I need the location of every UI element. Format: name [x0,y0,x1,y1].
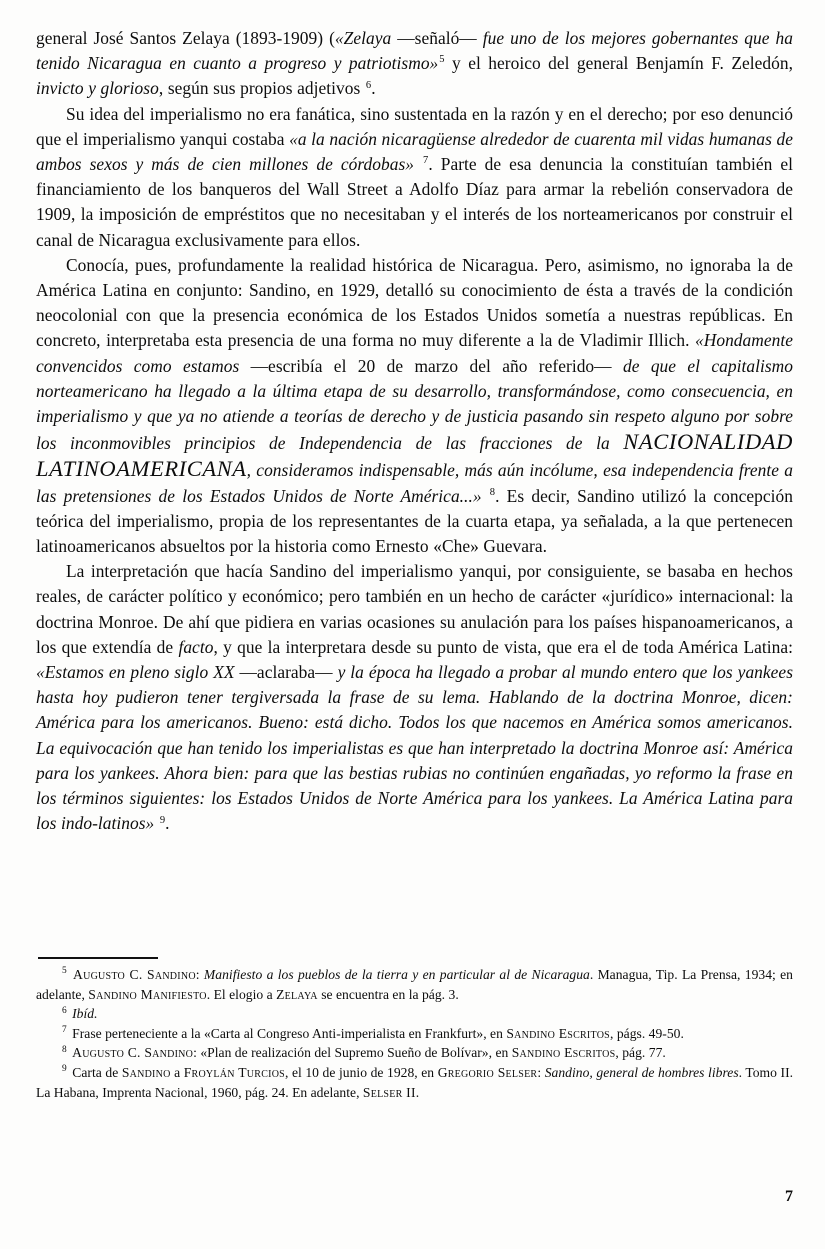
footnote-reference: 6 [365,79,372,91]
footnote-item [36,1004,793,1024]
text-run: , y que la interpretara desde su punto de vista, que era el de toda América Latina: [213,636,793,657]
footnote-reference: 8 [489,486,496,498]
footnote-separator-rule [38,957,158,959]
text-run: Su idea del imperialismo no era fanática, sino sustentada en la razón y en el derecho; por eso denunció que el imperialismo yanqui costaba [36,103,793,149]
body-paragraph [36,559,793,836]
text-run: —señaló— [391,28,483,48]
italic-run: Manifiesto a los pueblos de la tierra y en particular al de Nicaragua [203,967,590,982]
text-run: . Managua, Tip. La Prensa, 1934; en adelante, [36,967,794,1002]
text-run: . [371,78,376,99]
text-run: : [537,1064,545,1080]
small-caps-run: Froylán Turcios [183,1064,285,1080]
body-paragraph [36,102,793,253]
italic-run: fue uno de los mejores gobernantes que ha tenido Nicaragua en cuanto a progreso y patriotismo» [36,28,793,74]
text-run: —escribía el 20 de marzo del año referido— [239,355,623,376]
footnote-number: 9 [62,1064,67,1075]
footnote-item [36,1043,793,1063]
footnote-number: 7 [62,1025,67,1036]
italic-run: invicto y glorioso [36,78,159,99]
footnote-item [36,1024,793,1044]
body-paragraph [36,26,793,102]
small-caps-run: Zelaya [276,986,318,1002]
italic-run: «a la nación nicaragüense alrededor de cuarenta mil vidas humanas de ambos sexos y más de cien millones de córdobas» [36,128,793,175]
text-run: , págs. 49-50. [609,1025,684,1041]
text-run [414,154,422,174]
italic-run: Sandino, general de hombres libres [544,1064,739,1080]
text-run: : [195,967,204,982]
text-run: . Tomo II. La Habana, Imprenta Nacional, 1960, pág. 24. En adelante, [36,1064,794,1100]
text-run: : «Plan de realización del Supremo Sueño de Bolívar», en [193,1045,512,1061]
page-number: 7 [785,1188,793,1205]
small-caps-run: Augusto C. Sandino [72,1045,194,1061]
text-run: general José Santos Zelaya (1893-1909) ( [36,28,335,48]
text-run: Conocía, pues, profundamente la realidad histórica de Nicaragua. Pero, asimismo, no ignoraba la de América Latina en conjunto: Sandino, en 1929, detalló su conocimiento de ésta a través de la condición neocolonial con que la presencia económica de los Estados Unidos sometía a nuestras repúblicas. En concreto, interpretaba esta presencia de una forma no muy diferente a la de Vladimir Illich. [36,254,793,351]
emphasis-caps-run: NACIONALIDAD LATINOAMERICANA [36,429,793,482]
text-run: . [165,813,170,834]
small-caps-run: Gregorio Selser [437,1064,538,1080]
small-caps-run: Augusto C. Sandino [73,967,196,982]
italic-run: facto [178,636,214,657]
footnote-reference: 9 [159,814,166,826]
footnote-number: 5 [62,966,67,977]
italic-run: , consideramos indispensable, más aún incólume, esa independencia frente a las pretensiones de los Estados Unidos de Norte América...» [36,460,793,506]
footnote-item [36,965,793,1004]
italic-run: Ibíd. [72,1006,98,1022]
text-run: . El elogio a [206,986,277,1002]
text-run: . Parte de esa denuncia la constituían también el financiamiento de los banqueros del Wall Street a Adolfo Díaz para armar la rebelión conservadora de 1909, la imposición de empréstitos que no necesitaban y el interés de los norteamericanos por construir el canal de Nicaragua exclusivamente para ellos. [36,154,793,250]
text-run: —aclaraba— [239,662,333,683]
italic-run: «Zelaya [334,28,392,48]
footnote-reference: 5 [439,54,445,66]
footnotes-block [36,957,793,1102]
text-run: La interpretación que hacía Sandino del imperialismo yanqui, por consiguiente, se basaba en hechos reales, de carácter político y económico; pero también en un hecho de carácter «jurídico» internacional: la doctrina Monroe. De ahí que pidiera en varias ocasiones su anulación para los países hispanoamericanos, a los que extendía de [36,561,793,657]
footnote-reference: 7 [423,155,429,167]
text-run: se encuentra en la pág. 3. [317,986,459,1002]
text-run: , según sus propios adjetivos [158,78,365,99]
italic-run: y la época ha llegado a probar al mundo entero que los yankees hasta hoy pudieron tener tergiversada la frase de su lema. Hablando de la doctrina Monroe, dicen: América para los americanos. Bueno: está dicho. Todos los que nacemos en América somos americanos. La equivocación que han tenido los imperialistas es que han interpretado la doctrina Monroe así: América para los yankees. Ahora bien: para que las bestias rubias no continúen engañadas, yo reformo la frase en los términos siguientes: los Estados Unidos de Norte América para los yankees. La América Latina para los indo-latinos» [36,662,793,834]
italic-run: de que el capitalismo norteamericano ha llegado a la última etapa de su desarrollo, transformándose, como consecuencia, en imperialismo y que ya no atiende a teorías de derecho y de justicia pasando sin respeto alguno por sobre los inconmovibles principios de Independencia de las fracciones de la [36,355,793,454]
text-run [482,486,489,506]
footnote-number: 6 [62,1005,67,1016]
small-caps-run: Sandino Manifiesto [88,986,207,1002]
small-caps-run: Sandino Escritos [506,1025,610,1041]
footnote-list [36,965,793,1102]
footnote-item [36,1063,793,1102]
text-run: , pág. 77. [615,1045,666,1061]
text-run: y el heroico del general Benjamín F. Zeledón, [444,53,793,74]
text-run: Carta de [72,1064,122,1080]
text-run: Frase perteneciente a la «Carta al Congreso Anti-imperialista en Frankfurt», en [72,1025,507,1041]
body-paragraph [36,253,793,559]
body-text-block [36,26,793,837]
text-run: a [170,1064,184,1080]
small-caps-run: Sandino [121,1064,171,1080]
italic-run: «Estamos en pleno siglo XX [36,662,240,683]
footnote-number: 8 [62,1044,67,1055]
italic-run: «Hondamente convencidos como estamos [36,330,793,376]
text-run: . Es decir, Sandino utilizó la concepción teórica del imperialismo, propia de los representantes de la cuarta etapa, ya señalada, a la que pertenecen latinoamericanos absueltos por la historia como Ernesto «Che» Guevara. [36,485,793,557]
text-run: . [415,1084,420,1100]
text-run: , el 10 de junio de 1928, en [284,1064,438,1080]
small-caps-run: Sandino Escritos [511,1045,616,1061]
small-caps-run: Selser II [362,1084,416,1100]
